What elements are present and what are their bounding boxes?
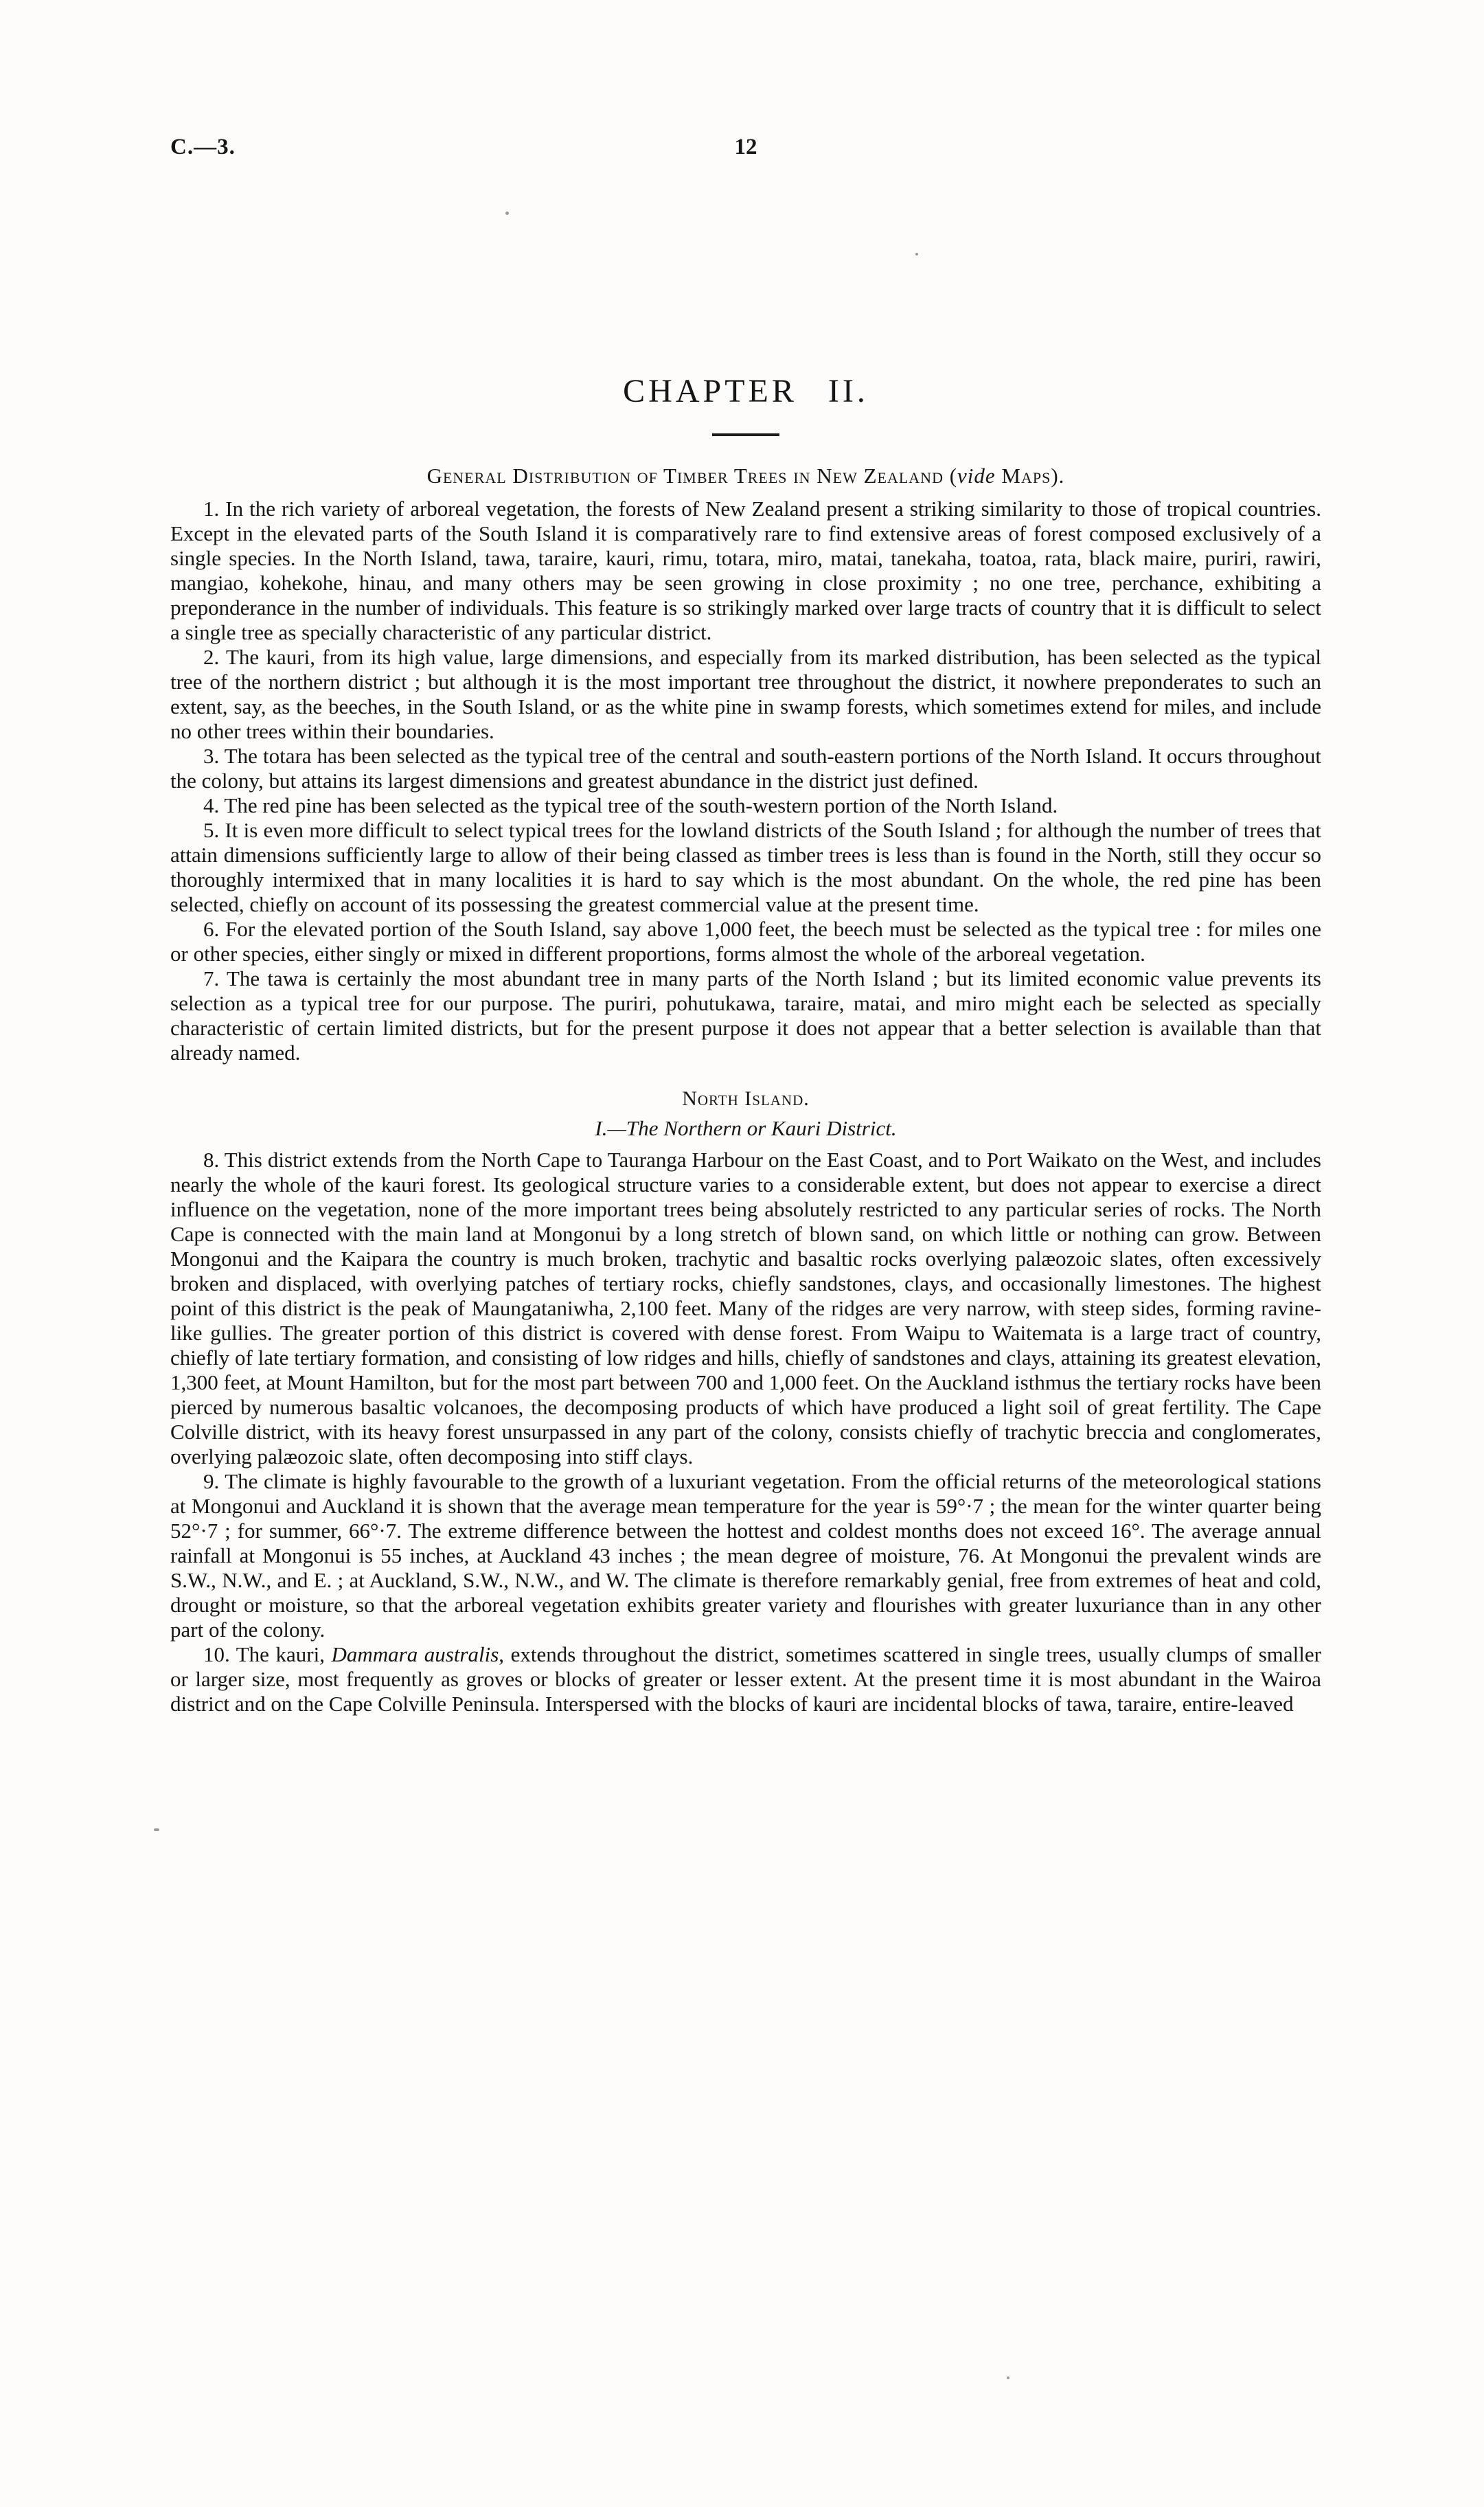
paragraph-10: [170, 1642, 1321, 1716]
page-header: [170, 135, 1321, 166]
section-heading: [170, 464, 1321, 488]
paragraph-2: 2. The kauri, from its high value, large dimensions, and especially from its marked distribution, has been selected as the typical tree of the northern district ; but although it is the most important tree throughout the district, it nowhere preponderates to such an extent, say, as the beeches, in the South Island, or as the white pine in swamp forests, which sometimes extend for miles, and include no other trees within their boundaries.: [170, 645, 1321, 743]
page-content: [170, 135, 1321, 1716]
section-heading-vide: vide: [957, 464, 996, 488]
scan-speck: [154, 1828, 159, 1831]
paragraph-1: 1. In the rich variety of arboreal vegetation, the forests of New Zealand present a striking similarity to those of tropical countries. Except in the elevated parts of the South Island it is comparatively rare to find extensive areas of forest composed exclusively of a single species. In the North Island, tawa, taraire, kauri, rimu, totara, miro, matai, tanekaha, toatoa, rata, black maire, puriri, rawiri, mangiao, kohekohe, hinau, and many others may be seen growing in close proximity ; no one tree, perchance, exhibiting a preponderance in the number of individuals. This feature is so strikingly marked over large tracts of country that it is difficult to select a single tree as specially characteristic of any particular district.: [170, 497, 1321, 644]
paragraph-5: 5. It is even more difficult to select typical trees for the lowland districts of the South Island ; for although the number of trees that attain dimensions sufficiently large to allow of their being classed as timber trees is less than is found in the North, still they occur so thoroughly intermixed that in many localities it is hard to say which is the most abundant. On the whole, the red pine has been selected, chiefly on account of its possessing the greatest commercial value at the present time.: [170, 818, 1321, 916]
north-island-heading: North Island.: [682, 1087, 810, 1110]
scan-speck: [1007, 2376, 1009, 2379]
section-heading-lead: General Distribution of Timber Trees in New Zealand (: [426, 464, 958, 488]
page-number: 12: [734, 135, 757, 159]
district-subheading: I.—The Northern or Kauri District.: [595, 1116, 897, 1140]
paragraph-7: 7. The tawa is certainly the most abundant tree in many parts of the North Island ; but its limited economic value prevents its selection as a typical tree for our purpose. The puriri, pohutukawa, taraire, matai, and miro might each be selected as specially characteristic of certain limited districts, but for the present purpose it does not appear that a better selection is available than that already named.: [170, 966, 1321, 1065]
paragraph-8: 8. This district extends from the North Cape to Tauranga Harbour on the East Coast, and to Port Waikato on the West, and includes nearly the whole of the kauri forest. Its geological structure varies to a considerable extent, but does not appear to exercise a direct influence on the vegetation, none of the more important trees being absolutely restricted to any particular series of rocks. The North Cape is connected with the main land at Mongonui by a long stretch of blown sand, on which little or nothing can grow. Between Mongonui and the Kaipara the country is much broken, trachytic and basaltic rocks overlying palæozoic slates, often excessively broken and displaced, with overlying patches of tertiary rocks, chiefly sandstones, clays, and occasionally limestones. The highest point of this district is the peak of Maungataniwha, 2,100 feet. Many of the ridges are very narrow, with steep sides, forming ravine-like gullies. The greater portion of this district is covered with dense forest. From Waipu to Waitemata is a large tract of country, chiefly of late tertiary formation, and consisting of low ridges and hills, chiefly of sandstones and clays, attaining its greatest elevation, 1,300 feet, at Mount Hamilton, but for the most part between 700 and 1,000 feet. On the Auckland isthmus the tertiary rocks have been pierced by numerous basaltic volcanoes, the decomposing products of which have produced a light soil of great fertility. The Cape Colville district, with its heavy forest unsurpassed in any part of the colony, consists chiefly of trachytic breccia and conglomerates, overlying palæozoic slate, often decomposing into stiff clays.: [170, 1148, 1321, 1468]
paragraph-6: 6. For the elevated portion of the South Island, say above 1,000 feet, the beech must be selected as the typical tree : for miles one or other species, either singly or mixed in different proportions, forms almost the whole of the arboreal vegetation.: [170, 917, 1321, 966]
paragraph-3: 3. The totara has been selected as the typical tree of the central and south-eastern portions of the North Island. It occurs throughout the colony, but attains its largest dimensions and greatest abundance in the district just defined.: [170, 744, 1321, 793]
chapter-title: CHAPTER II.: [623, 373, 869, 409]
title-rule: [712, 433, 779, 436]
paragraph-4: 4. The red pine has been selected as the typical tree of the south-western portion of the North Island.: [203, 793, 1058, 817]
paragraph-9: 9. The climate is highly favourable to the growth of a luxuriant vegetation. From the official returns of the meteorological stations at Mongonui and Auckland it is shown that the average mean temperature for the year is 59°·7 ; the mean for the winter quarter being 52°·7 ; for summer, 66°·7. The extreme difference between the hottest and coldest months does not exceed 16°. The average annual rainfall at Mongonui is 55 inches, at Auckland 43 inches ; the mean degree of moisture, 76. At Mongonui the prevalent winds are S.W., N.W., and E. ; at Auckland, S.W., N.W., and W. The climate is therefore remarkably genial, free from extremes of heat and cold, drought or moisture, so that the arboreal vegetation exhibits greater variety and flourishes with greater luxuriance than in any other part of the colony.: [170, 1469, 1321, 1642]
species-name: Dammara australis: [331, 1642, 499, 1666]
paragraph-10-rest: , extends throughout the district, sometimes scattered in single trees, usually clumps of smaller or larger size, most frequently as groves or blocks of greater or lesser extent. At the present time it is most abundant in the Wairoa district and on the Cape Colville Peninsula. Interspersed with the blocks of kauri are incidental blocks of tawa, taraire, entire-leaved: [170, 1642, 1321, 1716]
document-reference: C.—3.: [170, 135, 236, 159]
paragraph-10-lead: 10. The kauri,: [203, 1642, 332, 1666]
section-heading-tail: Maps).: [995, 464, 1065, 488]
